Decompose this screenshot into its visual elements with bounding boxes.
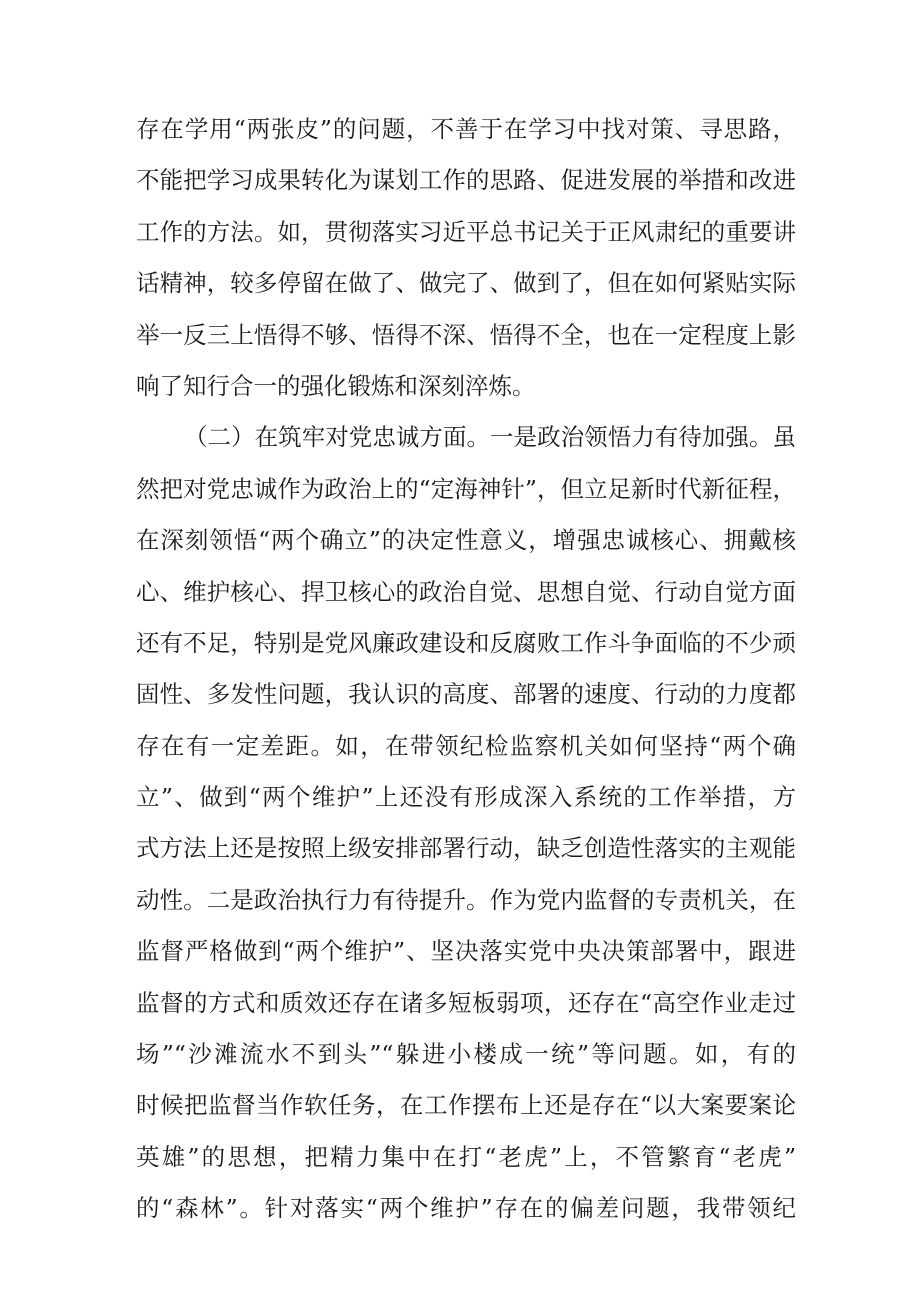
text-line: 动性。二是政治执行力有待提升。作为党内监督的专责机关，在 bbox=[136, 885, 796, 914]
text-line: 话精神，较多停留在做了、做完了、做到了，但在如何紧贴实际 bbox=[136, 269, 796, 298]
section-heading-line: （二）在筑牢对党忠诚方面。一是政治领悟力有待加强。虽 bbox=[184, 423, 796, 452]
text-line: 存在有一定差距。如，在带领纪检监察机关如何坚持“两个确 bbox=[136, 731, 796, 760]
text-line: 然把对党忠诚作为政治上的“定海神针”，但立足新时代新征程， bbox=[136, 474, 796, 503]
text-line: 立”、做到“两个维护”上还没有形成深入系统的工作举措，方 bbox=[136, 783, 796, 812]
text-line: 工作的方法。如，贯彻落实习近平总书记关于正风肃纪的重要讲 bbox=[136, 217, 796, 246]
text-line: 存在学用“两张皮”的问题，不善于在学习中找对策、寻思路， bbox=[136, 115, 796, 143]
text-line: 在深刻领悟“两个确立”的决定性意义，增强忠诚核心、拥戴核 bbox=[136, 526, 796, 555]
text-line: 举一反三上悟得不够、悟得不深、悟得不全，也在一定程度上影 bbox=[136, 320, 796, 349]
text-line: 的“森林”。针对落实“两个维护”存在的偏差问题，我带领纪 bbox=[136, 1194, 796, 1223]
text-line: 不能把学习成果转化为谋划工作的思路、促进发展的举措和改进 bbox=[136, 166, 796, 195]
text-line: 式方法上还是按照上级安排部署行动，缺乏创造性落实的主观能 bbox=[136, 834, 796, 863]
body-text bbox=[136, 104, 796, 1235]
text-line: 监督严格做到“两个维护”、坚决落实党中央决策部署中，跟进 bbox=[136, 937, 796, 966]
text-line: 时候把监督当作软任务，在工作摆布上还是存在“以大案要案论 bbox=[136, 1091, 796, 1120]
text-line: 监督的方式和质效还存在诸多短板弱项，还存在“高空作业走过 bbox=[136, 988, 796, 1017]
text-line: 还有不足，特别是党风廉政建设和反腐败工作斗争面临的不少顽 bbox=[136, 628, 796, 657]
text-line: 响了知行合一的强化锻炼和深刻淬炼。 bbox=[136, 371, 536, 400]
text-line: 英雄”的思想，把精力集中在打“老虎”上，不管繁育“老虎” bbox=[136, 1142, 796, 1171]
text-line: 固性、多发性问题，我认识的高度、部署的速度、行动的力度都 bbox=[136, 680, 796, 709]
text-line: 心、维护核心、捍卫核心的政治自觉、思想自觉、行动自觉方面 bbox=[136, 577, 796, 606]
text-line: 场”“沙滩流水不到头”“躲进小楼成一统”等问题。如，有的 bbox=[136, 1040, 796, 1069]
